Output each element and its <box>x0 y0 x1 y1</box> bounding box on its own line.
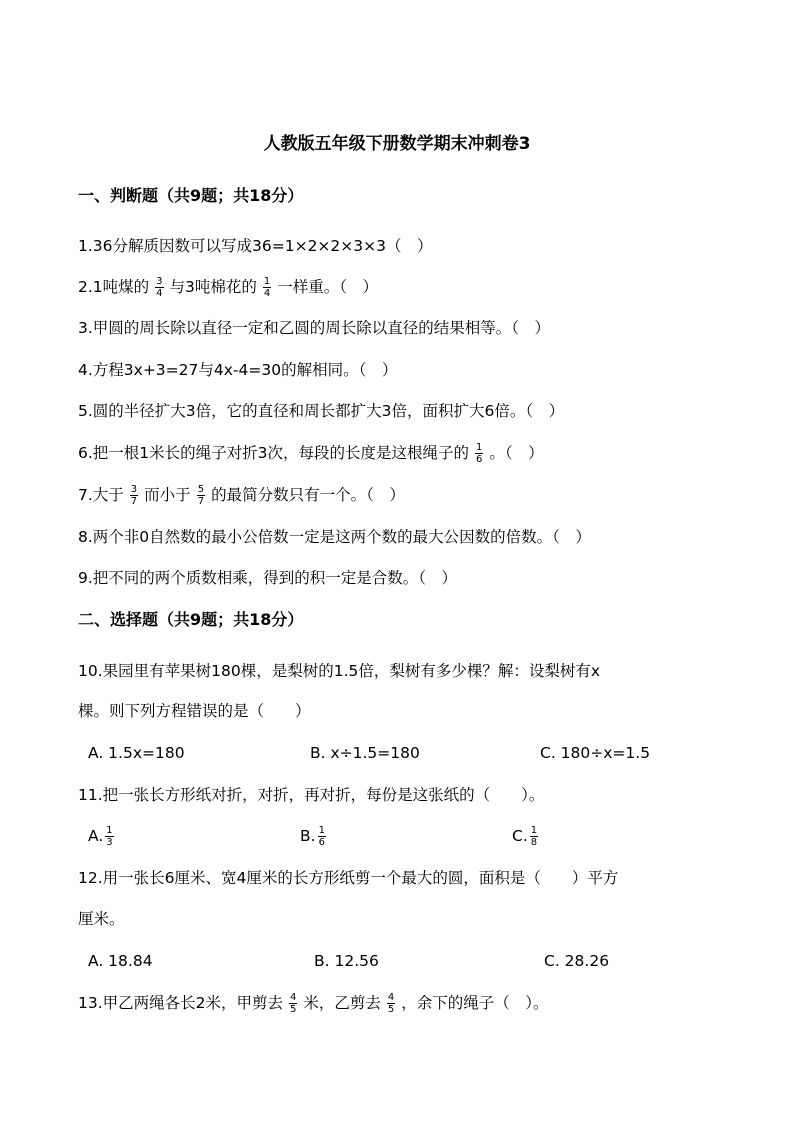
fraction: $\frac{3}{4}$ <box>156 276 163 299</box>
question-6-text-a: 6.把一根1米长的绳子对折3次，每段的长度是这根绳子的 <box>78 444 470 462</box>
question-8: 8.两个非0自然数的最小公倍数一定是这两个数的最大公因数的倍数。（ ） <box>78 528 591 546</box>
section-choice-heading: 二、选择题（共9题；共18分） <box>78 610 304 629</box>
question-11: 11.把一张长方形纸对折，对折，再对折，每份是这张纸的（ ）。 <box>78 786 545 804</box>
fraction: $\frac{4}{5}$ <box>387 992 395 1015</box>
option-b: B. x÷1.5=180 <box>310 744 420 762</box>
question-13-text-a: 13.甲乙两绳各长2米，甲剪去 <box>78 994 284 1012</box>
question-7-text-b: 而小于 <box>144 486 191 504</box>
option-b: B. 12.56 <box>314 952 379 970</box>
option-a: A. 1.5x=180 <box>88 744 185 762</box>
question-13 <box>78 992 549 1015</box>
fraction: $\frac{4}{5}$ <box>290 992 297 1015</box>
question-10-line-1: 10.果园里有苹果树180棵，是梨树的1.5倍，梨树有多少棵？解：设梨树有x <box>78 662 601 680</box>
question-2 <box>78 276 378 299</box>
question-3: 3.甲圆的周长除以直径一定和乙圆的周长除以直径的结果相等。（ ） <box>78 319 551 337</box>
question-10-line-2: 棵。则下列方程错误的是（ ） <box>78 702 311 720</box>
option-a: A. $\frac{1}{3}$ <box>88 825 113 848</box>
question-1: 1.36分解质因数可以写成36=1×2×2×3×3（ ） <box>78 237 433 255</box>
option-c: C. 28.26 <box>544 952 610 970</box>
question-7-text-c: 的最简分数只有一个。（ ） <box>211 486 405 504</box>
option-a: A. 18.84 <box>88 952 153 970</box>
question-2-text-a: 2.1吨煤的 <box>78 278 150 296</box>
question-12-line-1: 12.用一张长6厘米、宽4厘米的长方形纸剪一个最大的圆，面积是（ ）平方 <box>78 869 619 887</box>
question-4: 4.方程3x+3=27与4x-4=30的解相同。（ ） <box>78 361 398 379</box>
question-2-text-c: 一样重。（ ） <box>277 278 379 296</box>
question-6 <box>78 442 544 465</box>
page-title: 人教版五年级下册数学期末冲刺卷3 <box>263 134 531 154</box>
question-9: 9.把不同的两个质数相乘，得到的积一定是合数。（ ） <box>78 569 458 587</box>
fraction: $\frac{1}{8}$ <box>530 825 538 848</box>
question-12-line-2: 厘米。 <box>78 910 125 928</box>
fraction: $\frac{3}{7}$ <box>130 484 138 507</box>
option-c: C. 180÷x=1.5 <box>540 744 651 762</box>
option-c: C. $\frac{1}{8}$ <box>512 825 538 848</box>
question-6-text-b: 。（ ） <box>489 444 544 462</box>
fraction: $\frac{1}{6}$ <box>476 442 483 465</box>
question-2-text-b: 与3吨棉花的 <box>169 278 257 296</box>
option-b: B. $\frac{1}{6}$ <box>300 825 325 848</box>
section-judge-heading: 一、判断题（共9题；共18分） <box>78 186 304 205</box>
fraction: $\frac{1}{4}$ <box>263 276 271 299</box>
question-13-text-b: 米，乙剪去 <box>303 994 381 1012</box>
fraction: $\frac{5}{7}$ <box>197 484 205 507</box>
question-7 <box>78 484 405 507</box>
question-5: 5.圆的半径扩大3倍，它的直径和周长都扩大3倍，面积扩大6倍。（ ） <box>78 402 565 420</box>
fraction: $\frac{1}{3}$ <box>106 825 113 848</box>
fraction: $\frac{1}{6}$ <box>318 825 325 848</box>
question-7-text-a: 7.大于 <box>78 486 124 504</box>
question-13-text-c: ，余下的绳子（ ）。 <box>401 994 549 1012</box>
